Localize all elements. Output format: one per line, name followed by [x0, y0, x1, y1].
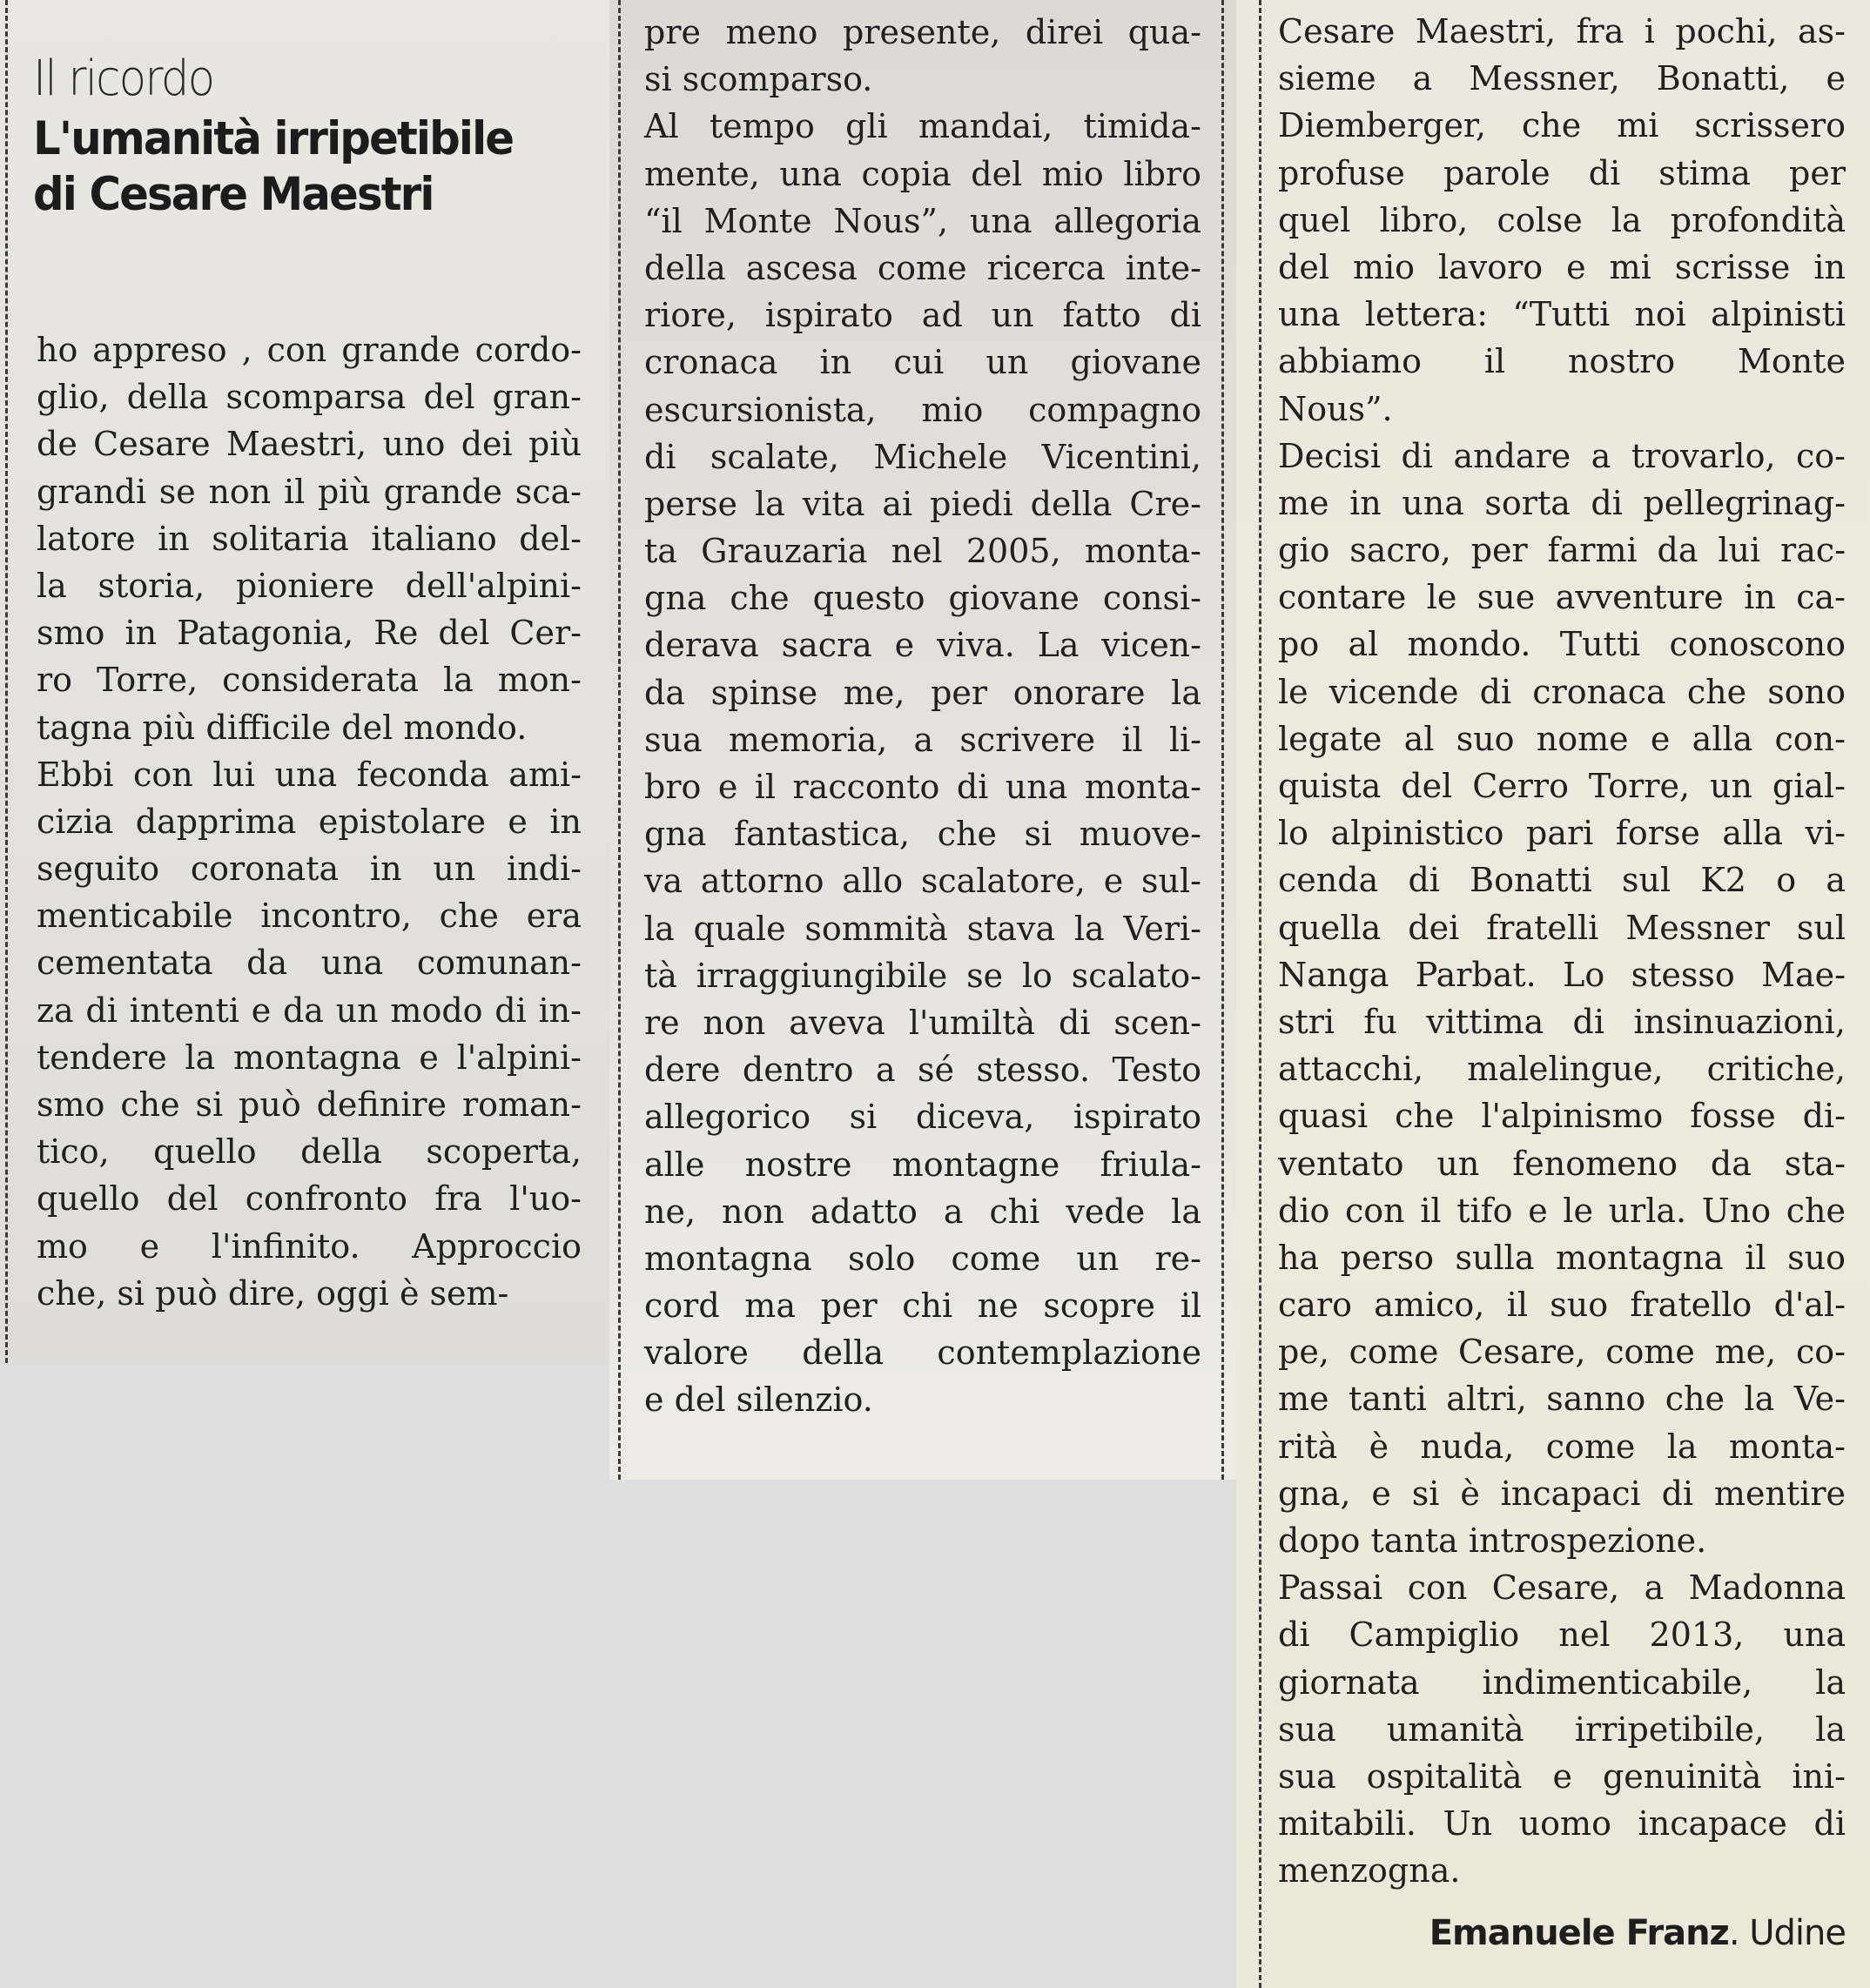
text-line: dere dentro a sé stesso. Testo	[644, 1051, 1201, 1090]
text-line: quella dei fratelli Messner sul	[1278, 908, 1846, 947]
text-line: ha perso sulla montagna il suo	[1278, 1238, 1846, 1277]
body-column-2	[644, 9, 1201, 1424]
text-line: rità è nuda, come la monta-	[1278, 1427, 1846, 1466]
headline	[33, 111, 557, 223]
text-line: quel libro, colse la profondità	[1278, 200, 1846, 239]
author-name: Emanuele Franz	[1429, 1913, 1729, 1953]
text-line: perse la vita ai piedi della Cre-	[644, 484, 1201, 523]
text-line: me tanti altri, sanno che la Ve-	[1278, 1380, 1846, 1419]
body-column-1	[37, 326, 582, 1317]
text-line: “il Monte Nous”, una allegoria	[644, 201, 1201, 240]
text-line: quasi che l'alpinismo fosse di-	[1278, 1097, 1846, 1136]
text-line: stri fu vittima di insinuazioni,	[1278, 1002, 1846, 1041]
text-line: giornata indimenticabile, la	[1278, 1662, 1846, 1702]
text-line: cementata da una comunan-	[37, 944, 582, 983]
text-line: sua memoria, a scrivere il li-	[644, 720, 1201, 759]
text-line: tendere la montagna e l'alpini-	[37, 1038, 582, 1077]
text-line: glio, della scomparsa del gran-	[37, 378, 582, 417]
text-line: latore in solitaria italiano del-	[37, 519, 582, 558]
text-line: lo alpinistico pari forse alla vi-	[1278, 814, 1846, 853]
text-line: tà irraggiungibile se lo scalato-	[644, 956, 1201, 995]
text-line: quista del Cerro Torre, un gial-	[1278, 767, 1846, 805]
section-kicker: Il ricordo	[33, 50, 214, 107]
text-line: re non aveva l'umiltà di scen-	[644, 1003, 1201, 1042]
dashed-cut-line	[1259, 0, 1261, 1988]
text-line: tico, quello della scoperta,	[37, 1132, 582, 1172]
text-line: quello del confronto fra l'uo-	[37, 1179, 582, 1219]
text-line: za di intenti e da un modo di in-	[37, 991, 582, 1030]
text-line: alle nostre montagne friula-	[644, 1145, 1201, 1184]
text-line: tagna più difficile del mondo.	[37, 708, 528, 747]
text-line: si scomparso.	[644, 60, 873, 99]
clipping-strip-1	[0, 0, 609, 1363]
text-line: che, si può dire, oggi è sem-	[37, 1273, 509, 1313]
dashed-cut-line	[618, 0, 621, 1480]
text-line: gna, e si è incapaci di mentire	[1278, 1474, 1846, 1513]
text-line: Cesare Maestri, fra i pochi, as-	[1278, 12, 1846, 50]
text-line: cord ma per chi ne scopre il	[644, 1286, 1201, 1326]
text-line: pe, come Cesare, come me, co-	[1278, 1333, 1846, 1372]
text-line: profuse parole di stima per	[1278, 153, 1846, 192]
text-line: gna che questo giovane consi-	[644, 579, 1201, 618]
text-line: grandi se non il più grande sca-	[37, 472, 582, 511]
text-line: derava sacra e viva. La vicen-	[644, 626, 1201, 665]
text-line: le vicende di cronaca che sono	[1278, 672, 1846, 711]
text-line: Decisi di andare a trovarlo, co-	[1278, 436, 1846, 475]
text-line: smo che si può definire roman-	[37, 1085, 582, 1124]
text-line: Ebbi con lui una feconda ami-	[37, 755, 582, 794]
text-line: Diemberger, che mi scrissero	[1278, 106, 1846, 145]
text-line: seguito coronata in un indi-	[37, 850, 582, 889]
text-line: mitabili. Un uomo incapace di	[1278, 1804, 1846, 1844]
text-line: abbiamo il nostro Monte	[1278, 342, 1846, 381]
headline-line-1: L'umanità irripetibile	[33, 112, 514, 165]
text-line: Passai con Cesare, a Madonna	[1278, 1568, 1846, 1608]
text-line: ne, non adatto a chi vede la	[644, 1192, 1201, 1231]
text-line: una lettera: “Tutti noi alpinisti	[1278, 295, 1846, 334]
text-line: dopo tanta introspezione.	[1278, 1521, 1707, 1560]
text-line: cizia dapprima epistolare e in	[37, 802, 582, 841]
text-line: gna fantastica, che si muove-	[644, 815, 1201, 854]
text-line: da spinse me, per onorare la	[644, 673, 1201, 712]
text-line: e del silenzio.	[644, 1380, 873, 1420]
text-line: sua umanità irripetibile, la	[1278, 1709, 1846, 1749]
text-line: allegorico si diceva, ispirato	[644, 1098, 1201, 1137]
body-column-3	[1278, 8, 1846, 1895]
text-line: menzogna.	[1278, 1851, 1461, 1891]
text-line: cronaca in cui un giovane	[644, 343, 1201, 382]
author-city: . Udine	[1728, 1913, 1846, 1953]
author-signature	[1429, 1913, 1846, 1953]
text-line: escursionista, mio compagno	[644, 390, 1201, 429]
text-line: me in una sorta di pellegrinag-	[1278, 483, 1846, 522]
text-line: valore della contemplazione	[644, 1333, 1201, 1373]
text-line: la quale sommità stava la Veri-	[644, 909, 1201, 948]
text-line: va attorno allo scalatore, e sul-	[644, 862, 1201, 901]
text-line: montagna solo come un re-	[644, 1239, 1201, 1278]
text-line: la storia, pioniere dell'alpini-	[37, 566, 582, 605]
text-line: sieme a Messner, Bonatti, e	[1278, 59, 1846, 98]
text-line: bro e il racconto di una monta-	[644, 768, 1201, 806]
text-line: mo e l'infinito. Approccio	[37, 1226, 582, 1266]
dashed-cut-line	[1221, 0, 1224, 1480]
text-line: ho appreso , con grande cordo-	[37, 331, 582, 369]
text-line: po al mondo. Tutti conoscono	[1278, 625, 1846, 664]
clipping-strip-3	[1236, 0, 1870, 1988]
text-line: legate al suo nome e alla con-	[1278, 719, 1846, 758]
text-line: mente, una copia del mio libro	[644, 154, 1201, 193]
text-line: di scalate, Michele Vicentini,	[644, 437, 1201, 476]
text-line: pre meno presente, direi qua-	[644, 13, 1201, 51]
text-line: Nanga Parbat. Lo stesso Mae-	[1278, 955, 1846, 994]
text-line: ta Grauzaria nel 2005, monta-	[644, 532, 1201, 571]
text-line: del mio lavoro e mi scrisse in	[1278, 247, 1846, 286]
text-line: sua ospitalità e genuinità ini-	[1278, 1756, 1846, 1796]
text-line: ro Torre, considerata la mon-	[37, 661, 582, 700]
text-line: menticabile incontro, che era	[37, 897, 582, 936]
text-line: Al tempo gli mandai, timida-	[644, 107, 1201, 146]
text-line: smo in Patagonia, Re del Cer-	[37, 614, 582, 653]
text-line: Nous”.	[1278, 389, 1393, 428]
text-line: di Campiglio nel 2013, una	[1278, 1615, 1846, 1655]
text-line: de Cesare Maestri, uno dei più	[37, 425, 582, 464]
text-line: attacchi, malelingue, critiche,	[1278, 1050, 1846, 1089]
text-line: caro amico, il suo fratello d'al-	[1278, 1286, 1846, 1325]
clipping-strip-2	[609, 0, 1236, 1480]
text-line: gio sacro, per farmi da lui rac-	[1278, 531, 1846, 570]
headline-line-2: di Cesare Maestri	[33, 168, 434, 221]
text-line: cenda di Bonatti sul K2 o a	[1278, 861, 1846, 900]
text-line: contare le sue avventure in ca-	[1278, 578, 1846, 617]
text-line: riore, ispirato ad un fatto di	[644, 296, 1201, 335]
text-line: ventato un fenomeno da sta-	[1278, 1144, 1846, 1183]
text-line: della ascesa come ricerca inte-	[644, 248, 1201, 287]
dashed-cut-line	[5, 0, 8, 1363]
text-line: dio con il tifo e le urla. Uno che	[1278, 1191, 1846, 1230]
